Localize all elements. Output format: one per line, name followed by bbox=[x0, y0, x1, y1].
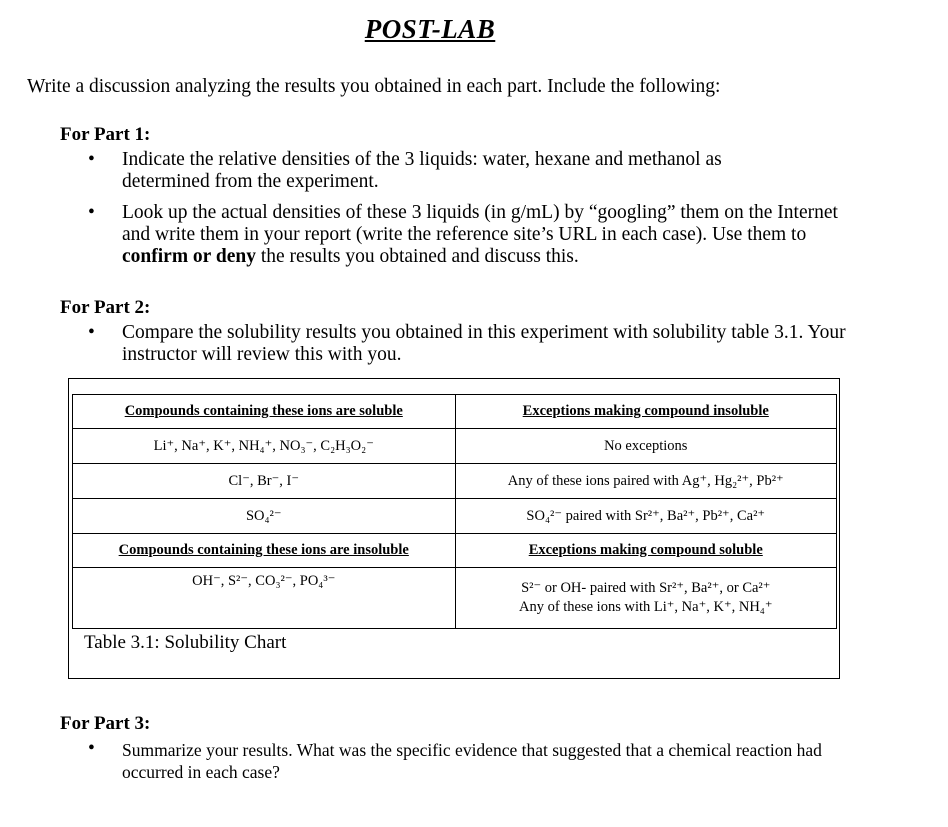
intro-text: Write a discussion analyzing the results you obtained in each part. Include the following: bbox=[27, 76, 721, 97]
table-cell: SO₄²⁻ paired with Sr²⁺, Ba²⁺, Pb²⁺, Ca²⁺ bbox=[455, 499, 837, 534]
part1-bullet2-bold: confirm or deny bbox=[122, 246, 256, 267]
part1-bullet2-end: the results you obtained and discuss this. bbox=[255, 246, 579, 267]
part2-heading: For Part 2: bbox=[60, 297, 151, 318]
part1-bullet2 bbox=[122, 202, 842, 268]
insoluble-exceptions-header: Exceptions making compound insoluble bbox=[455, 395, 837, 429]
bullet-icon: • bbox=[88, 149, 95, 170]
part3-bullet1: Summarize your results. What was the specific evidence that suggested that a chemical reaction had occurred in each case? bbox=[122, 740, 822, 782]
part2-bullet1: Compare the solubility results you obtained in this experiment with solubility table 3.1. Your instructor will review this with you. bbox=[122, 322, 846, 365]
page-title: POST-LAB bbox=[364, 14, 496, 44]
table-cell: Cl⁻, Br⁻, I⁻ bbox=[73, 464, 456, 499]
table-row bbox=[73, 499, 837, 534]
table-row bbox=[73, 534, 837, 568]
row4-exception-line2: Any of these ions with Li⁺, Na⁺, K⁺, NH₄⁺ bbox=[518, 599, 773, 615]
soluble-header: Compounds containing these ions are soluble bbox=[73, 395, 456, 429]
table-caption: Table 3.1: Solubility Chart bbox=[84, 632, 287, 653]
table-cell: OH⁻, S²⁻, CO₃²⁻, PO₄³⁻ bbox=[73, 568, 456, 629]
table-row bbox=[73, 568, 837, 629]
row4-exception-line1: S²⁻ or OH- paired with Sr²⁺, Ba²⁺, or Ca²⁺ bbox=[521, 580, 771, 596]
table-cell: Any of these ions paired with Ag⁺, Hg₂²⁺, Pb²⁺ bbox=[455, 464, 837, 499]
bullet-icon: • bbox=[88, 202, 95, 223]
bullet-icon: • bbox=[88, 322, 95, 343]
insoluble-header: Compounds containing these ions are insoluble bbox=[73, 534, 456, 568]
table-cell: SO₄²⁻ bbox=[73, 499, 456, 534]
part1-bullet2-text: Look up the actual densities of these 3 liquids (in g/mL) by “googling” them on the Internet and write them in your report (write the reference site’s URL in each case). Use them to bbox=[122, 202, 838, 245]
table-cell: No exceptions bbox=[455, 429, 837, 464]
solubility-table bbox=[72, 394, 837, 629]
table-cell: Li⁺, Na⁺, K⁺, NH₄⁺, NO₃⁻, C₂H₃O₂⁻ bbox=[73, 429, 456, 464]
part3-heading: For Part 3: bbox=[60, 713, 151, 734]
table-cell bbox=[455, 568, 837, 629]
table-row bbox=[73, 395, 837, 429]
part1-bullet1: Indicate the relative densities of the 3 liquids: water, hexane and methanol as determined from the experiment. bbox=[122, 149, 722, 192]
soluble-exceptions-header: Exceptions making compound soluble bbox=[455, 534, 837, 568]
table-row bbox=[73, 429, 837, 464]
bullet-icon: • bbox=[88, 738, 95, 759]
part1-heading: For Part 1: bbox=[60, 124, 151, 145]
table-row bbox=[73, 464, 837, 499]
